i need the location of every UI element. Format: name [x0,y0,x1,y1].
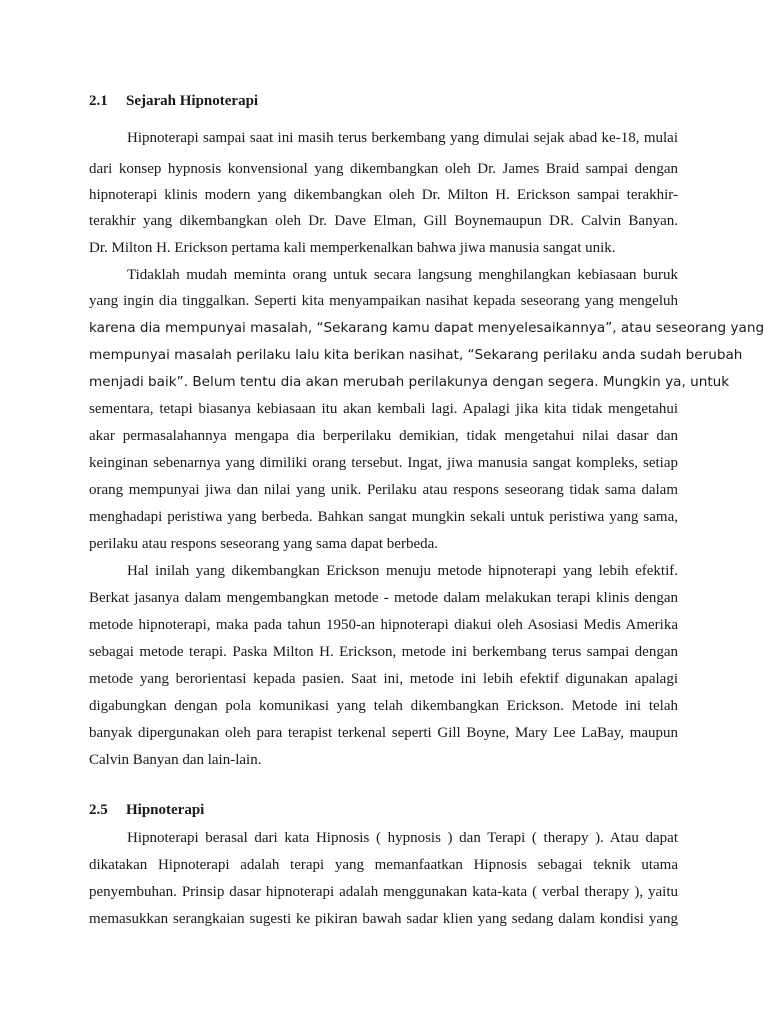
paragraph-line: dikatakan Hipnoterapi adalah terapi yang memanfaatkan Hipnosis sebagai teknik utama [89,857,678,873]
paragraph-line: Calvin Banyan dan lain-lain. [89,752,262,768]
paragraph-line: sebagai metode terapi. Paska Milton H. Erickson, metode ini berkembang terus sampai dengan [89,644,678,660]
paragraph-line: banyak dipergunakan oleh para terapist terkenal seperti Gill Boyne, Mary Lee LaBay, maupun [89,725,678,741]
paragraph-line: menjadi baik”. Belum tentu dia akan merubah perilakunya dengan segera. Mungkin ya, untuk [89,374,730,390]
paragraph-line: metode yang berorientasi kepada pasien. Saat ini, metode ini lebih efektif digunakan apalagi [89,671,678,687]
section-heading-2-5 [89,802,204,819]
paragraph-line: Dr. Milton H. Erickson pertama kali memperkenalkan bahwa jiwa manusia sangat unik. [89,240,616,256]
section-number: 2.5 [89,802,108,818]
section-number: 2.1 [89,93,108,109]
paragraph-line: yang ingin dia tinggalkan. Seperti kita menyampaikan nasihat kepada seseorang yang mengeluh [89,293,678,309]
paragraph-line: akar permasalahannya mengapa dia berperilaku demikian, tidak mengetahui nilai dasar dan [89,428,678,444]
paragraph-line: karena dia mempunyai masalah, “Sekarang kamu dapat menyelesaikannya”, atau seseorang yang [89,320,765,336]
paragraph-line: Berkat jasanya dalam mengembangkan metode - metode dalam melakukan terapi klinis dengan [89,590,678,606]
paragraph-line: keinginan sebenarnya yang dimiliki orang tersebut. Ingat, jiwa manusia sangat kompleks, setiap [89,455,678,471]
paragraph-line: digabungkan dengan pola komunikasi yang telah dikembangkan Erickson. Metode ini telah [89,698,678,714]
paragraph-line: Tidaklah mudah meminta orang untuk secara langsung menghilangkan kebiasaan buruk [127,267,678,283]
paragraph-line: penyembuhan. Prinsip dasar hipnoterapi adalah menggunakan kata-kata ( verbal therapy ), yaitu [89,884,678,900]
paragraph-line: metode hipnoterapi, maka pada tahun 1950-an hipnoterapi diakui oleh Asosiasi Medis Amerika [89,617,678,633]
section-heading-2-1 [89,93,258,110]
paragraph-line: dari konsep hypnosis konvensional yang dikembangkan oleh Dr. James Braid sampai dengan [89,161,678,177]
paragraph-line: orang mempunyai jiwa dan nilai yang unik. Perilaku atau respons seseorang tidak sama dalam [89,482,678,498]
paragraph-line: perilaku atau respons seseorang yang sama dapat berbeda. [89,536,439,552]
paragraph-line: terakhir yang dikembangkan oleh Dr. Dave Elman, Gill Boynemaupun DR. Calvin Banyan. [89,213,678,229]
paragraph-line: memasukkan serangkaian sugesti ke pikiran bawah sadar klien yang sedang dalam kondisi yang [89,911,678,927]
paragraph-line: menghadapi peristiwa yang berbeda. Bahkan sangat mungkin sekali untuk peristiwa yang sama, [89,509,678,525]
paragraph-line: Hipnoterapi berasal dari kata Hipnosis ( hypnosis ) dan Terapi ( therapy ). Atau dapat [127,830,678,846]
paragraph-line: mempunyai masalah perilaku lalu kita berikan nasihat, “Sekarang perilaku anda sudah berubah [89,347,743,363]
paragraph-line: hipnoterapi klinis modern yang dikembangkan oleh Dr. Milton H. Erickson sampai terakhir- [89,187,678,203]
section-title: Sejarah Hipnoterapi [126,93,259,109]
paragraph-line: sementara, tetapi biasanya kebiasaan itu akan kembali lagi. Apalagi jika kita tidak mengetahui [89,401,678,417]
section-title: Hipnoterapi [126,802,205,818]
paragraph-line: Hipnoterapi sampai saat ini masih terus berkembang yang dimulai sejak abad ke-18, mulai [127,130,678,146]
paragraph-line: Hal inilah yang dikembangkan Erickson menuju metode hipnoterapi yang lebih efektif. [127,563,678,579]
